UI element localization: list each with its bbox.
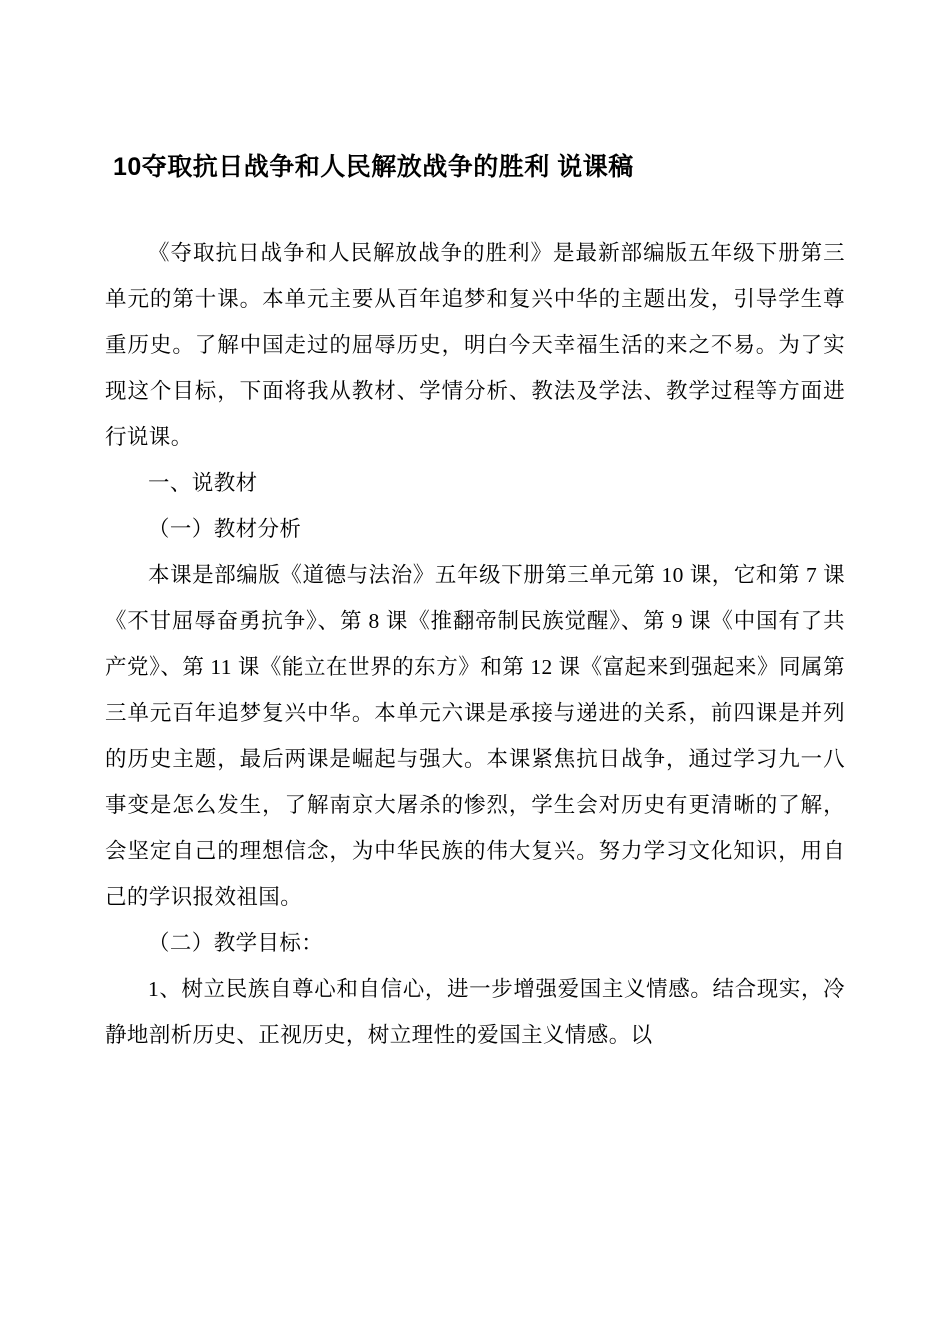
paragraph: 一、说教材 [148,471,258,495]
paragraph: 《夺取抗日战争和人民解放战争的胜利》是最新部编版五年级下册第三单元的第十课。本单元主要从百年追梦和复兴中华的主题出发，引导学生尊重历史。了解中国走过的屈辱历史，明白今天幸福生活的来之不易。为了实现这个目标，下面将我从教材、学情分析、教法及学法、教学过程等方面进行说课。 [105,241,845,449]
paragraph: 本课是部编版《道德与法治》五年级下册第三单元第 10 课，它和第 7 课《不甘屈辱奋勇抗争》、第 8 课《推翻帝制民族觉醒》、第 9 课《中国有了共产党》、第 11 课《能立在世界的东方》和第 12 课《富起来到强起来》同属第三单元百年追梦复兴中华。本单元六课是承接与递进的关系，前四课是并列的历史主题，最后两课是崛起与强大。本课紧焦抗日战争，通过学习九一八事变是怎么发生，了解南京大屠杀的惨烈，学生会对历史有更清晰的了解，会坚定自己的理想信念，为中华民族的伟大复兴。努力学习文化知识，用自己的学识报效祖国。 [105,563,845,909]
paragraph: （二）教学目标： [148,931,324,955]
document-body [105,230,845,1058]
page-title: 10夺取抗日战争和人民解放战争的胜利 说课稿 [113,153,634,181]
paragraph: （一）教材分析 [148,517,302,541]
paragraph: 1、树立民族自尊心和自信心，进一步增强爱国主义情感。结合现实，冷静地剖析历史、正视历史，树立理性的爱国主义情感。以 [105,977,845,1047]
